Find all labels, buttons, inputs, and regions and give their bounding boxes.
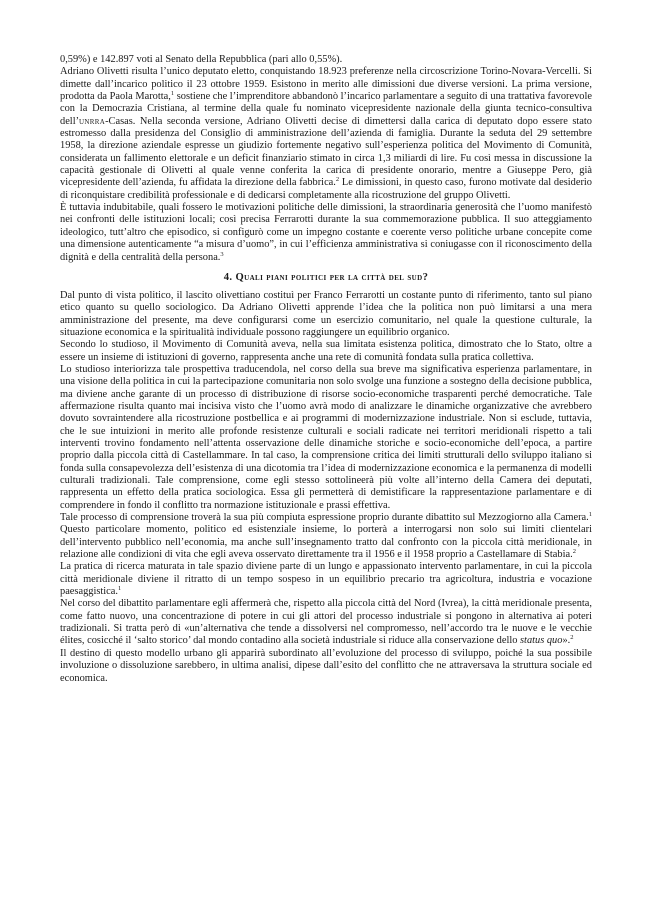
section-heading: 4. Quali piani politici per la città del sud? bbox=[223, 271, 429, 283]
paragraph-p7 bbox=[60, 512, 592, 561]
text-run: Secondo lo studioso, il Movimento di Comunità aveva, nella sua limitata esistenza politica, dimostrato che lo Stato, oltre a essere un insieme di istituzioni di governo, rappresenta anche una rete di comunità fondata sulla pratica collettiva. bbox=[60, 339, 592, 363]
footnote-ref: 3 bbox=[220, 250, 224, 258]
text-run: Questo particolare momento, politico ed esistenziale insieme, lo porterà a interrogarsi non solo sui limiti clientelari dell’intervento pubblico nell’economia, ma anche sull’insegnamento tratto dal confronto con la piccola città meridionale, in relazione alle condizioni di vita che egli aveva osservato direttamente tra il 1956 e il 1958 proprio a Castellamare di Stabia. bbox=[60, 524, 592, 561]
text-block-before-heading bbox=[60, 54, 592, 264]
text-run: Il destino di questo modello urbano gli apparirà subordinato all’evoluzione del processo di sviluppo, poiché la sua possibile involuzione o dissoluzione sarebbero, in ultima analisi, dipese dall’esito del conflitto che ne attraversava la struttura sociale ed economica. bbox=[60, 647, 592, 684]
paragraph-p1 bbox=[60, 54, 592, 66]
footnote-ref: 1 bbox=[170, 90, 175, 98]
footnote-ref: 1 bbox=[588, 511, 592, 519]
footnote-ref: 2 bbox=[572, 548, 576, 556]
text-run: Dal punto di vista politico, il lascito olivettiano costituì per Franco Ferrarotti un costante punto di riferimento, tanto sul piano etico quanto su quello sociologico. Da Adriano Olivetti apprende l’idea che la politica non può limitarsi a una mera amministrazione del presente, ma deve configurarsi come un esercizio comunitario, nel quale la questione culturale, la situazione economica e la spiritualità individuale possono raggiungere un equilibrio organico. bbox=[60, 289, 592, 338]
text-run: È tuttavia indubitabile, quali fossero le motivazioni politiche delle dimissioni, la straordinaria generosità che l’uomo manifestò nei confronti delle istituzioni locali; così precisa Ferrarotti durante la sua commemorazione pubblica. Il suo atteggiamento ideologico, tutt’altro che episodico, si configurò come un impegno costante e coerente verso politiche urbane concepite come una dimensione autenticamente “a misura d’uomo”, in cui l’efficienza amministrativa si coniugasse con il riconoscimento della dignità e della centralità della persona. bbox=[60, 202, 592, 263]
paragraph-p5 bbox=[60, 339, 592, 364]
text-run: 0,59%) e 142.897 voti al Senato della Repubblica (pari allo 0,55%). bbox=[60, 54, 343, 65]
text-run: -Casas. Nella seconda versione, Adriano Olivetti decise di dimettersi dalla carica di deputato dopo essere stato estromesso dalla presidenza del Consiglio di amministrazione dell’azienda di famiglia. Durante la seduta del 29 settembre 1958, la direzione aziendale espresse un giudizio fortemente negativo sull’esperienza politica del Movimento di Comunità, considerata un fallimento elettorale e un deficit finanziario stimato in circa 1,3 miliardi di lire. Fu così messa in discussione la capacità gestionale di Olivetti al quale venne conferita la carica di presidente onorario, mentre a Giuseppe Pero, già vicepresidente dell’azienda, fu affidata la direzione della fabbrica. bbox=[60, 115, 592, 189]
paragraph-p6 bbox=[60, 364, 592, 512]
paragraph-p10 bbox=[60, 648, 592, 685]
footnote-ref: 1 bbox=[118, 585, 122, 593]
text-run: Le dimissioni, in questo caso, furono motivate dal desiderio di riconquistare credibilità professionale e di dedicarsi completamente alla ricostruzione del gruppo Olivetti. bbox=[60, 177, 592, 201]
text-run: La pratica di ricerca maturata in tale spazio diviene parte di un lungo e appassionato intervento parlamentare, in cui la piccola città meridionale diviene il ritratto di un tempo sospeso in un equilibrio precario tra agricoltura, industria e vocazione paesaggistica. bbox=[60, 561, 592, 598]
paragraph-p4 bbox=[60, 290, 592, 339]
text-run: sostiene che l’imprenditore abbandonò l’incarico parlamentare a seguito di una trattativa favorevole con la Democrazia Cristiana, al termine della quale fu nominato vicepresidente nazionale della giunta tecnico-consultiva dell’ bbox=[60, 91, 592, 127]
text-run: ». bbox=[562, 635, 571, 647]
text-run: Lo studioso interiorizza tale prospettiva traducendola, nel corso della sua breve ma significativa esperienza parlamentare, in una visione della politica in cui la partecipazione comunitaria non solo svolge una funzione a sostegno della decisione pubblica, ma diviene anche garante di un processo di distribuzione di risorse socio-economiche trasparenti perché democratiche. Tale affermazione risulta quanto mai incisiva visto che l’uomo avrà modo di analizzare le dinamiche organizzative che avrebbero dovuto sovraintendere alla ricostruzione postbellica e ai programmi di modernizzazione industriale. Non si esclude, tuttavia, che le sue intuizioni in merito alle profonde resistenze culturali e sociali radicate nei territori meridionali rispetto a tali interventi trovino fondamento nell’attenta osservazione delle dinamiche storiche e socio-economiche dell’epoca, a partire proprio dalla piccola città di Castellammare. In tal caso, la comprensione critica dei limiti strutturali dello sviluppo italiano si fonda sulla consapevolezza dell’esistenza di una dicotomia tra l’idea di modernizzazione economica e la permanenza di modelli culturali tradizionali. Tale comprensione, come egli stesso sottolineerà più volte all’interno della Camera dei deputati, rappresenta un effetto della pratica sociologica. Essa gli permetterà di demistificare la rappresentazione parlamentare e di comprendere in fondo il conflitto tra normazione istituzionale e prassi effettiva. bbox=[60, 363, 593, 511]
footnote-ref: 2 bbox=[570, 634, 574, 642]
paragraph-p3 bbox=[60, 202, 592, 264]
small-caps-acronym: unrra bbox=[79, 115, 106, 127]
text-block-after-heading bbox=[60, 290, 592, 685]
text-run: Tale processo di comprensione troverà la sua più compiuta espressione proprio durante dibattito sul Mezzogiorno alla Camera. bbox=[60, 512, 589, 524]
text-run: Nel corso del dibattito parlamentare egli affermerà che, rispetto alla piccola città del Nord (Ivrea), la città meridionale presenta, come fatto nuovo, una concentrazione di potere in cui gli attori del processo industriale si pongono in alternativa ai poteri tradizionali. Si tratta però di «un’alternativa che tende a dissolversi nel compromesso, nell’accordo tra le nuove e le vecchie élites, cosicché il ‘salto storico’ dal mondo contadino alla società industriale si riduce alla conservazione dello bbox=[60, 598, 592, 647]
paragraph-p8 bbox=[60, 561, 592, 598]
paragraph-p2 bbox=[60, 66, 592, 202]
text-run: Adriano Olivetti risulta l’unico deputato eletto, conquistando 18.923 preferenze nella circoscrizione Torino-Novara-Vercelli. Si dimette dall’incarico politico il 23 ottobre 1959. Esistono in merito alle dimissioni due diverse versioni. La prima versione, prodotta da Paola Marotta, bbox=[60, 66, 592, 103]
paragraph-p9 bbox=[60, 598, 592, 647]
footnote-ref: 2 bbox=[335, 176, 340, 184]
italic-term: status quo bbox=[520, 635, 563, 647]
